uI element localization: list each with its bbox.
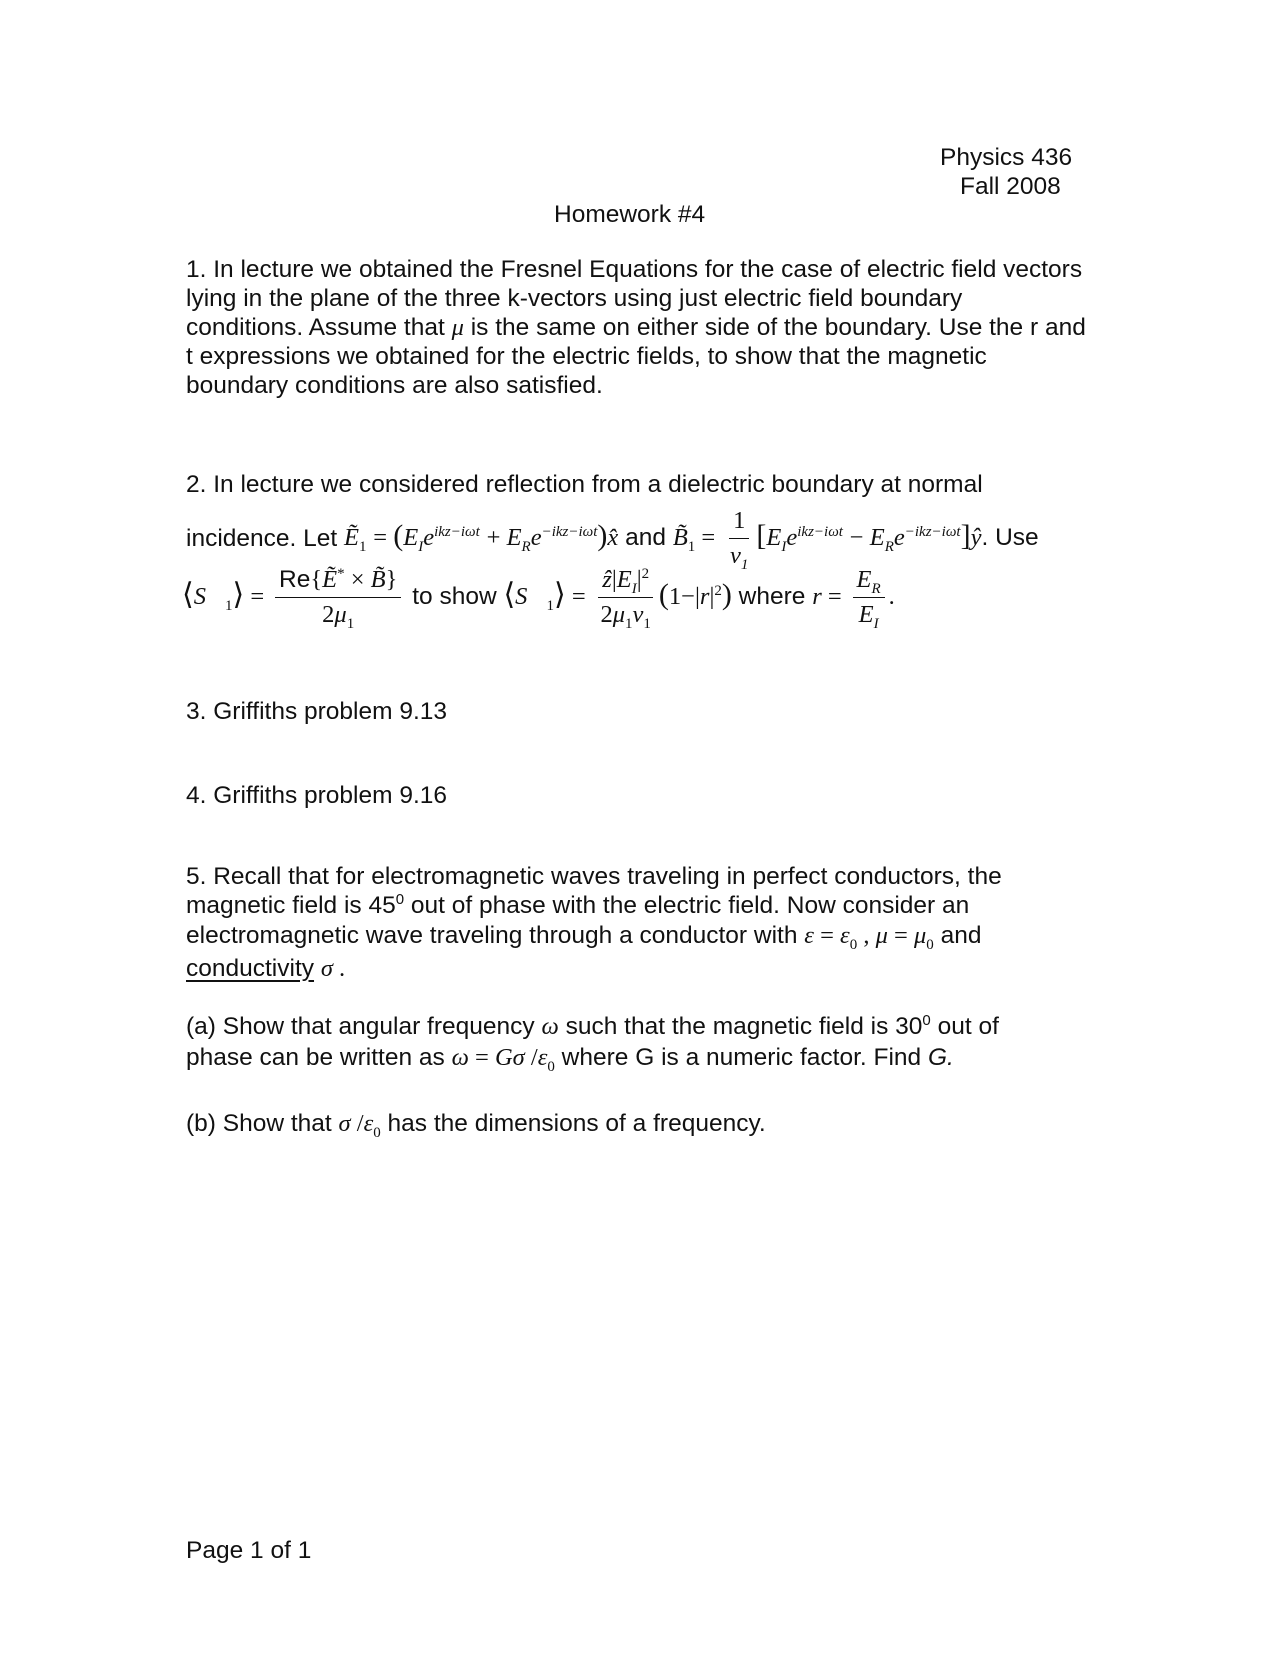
mu-symbol: μ [451, 314, 464, 341]
problem-5a-line1: (a) Show that angular frequency ω such that the magnetic field is $30^0$ out of [186, 1011, 999, 1040]
conductivity-text: conductivity [186, 955, 315, 982]
problem-5-line2: magnetic field is $45^0$ out of phase with the electric field. Now consider an [186, 890, 970, 919]
problem-1 [186, 255, 1086, 400]
page-number: Page 1 of 1 [186, 1537, 312, 1564]
problem-1-tail: is the same on either side of the boundary. Use the r and t expressions we obtained for the electric fields, to show that the magnetic boundary conditions are also satisfied. [186, 314, 1086, 399]
problem-5-line1: 5. Recall that for electromagnetic waves traveling in perfect conductors, the [186, 863, 1002, 890]
term-label: Fall 2008 [960, 173, 1061, 200]
use-text: . Use [981, 523, 1039, 551]
problem-1-lead: 1. In lecture we obtained the Fresnel Equations for the case of electric field vectors lying in the plane of the three k-vectors using just electric field boundary conditions. Assume that [186, 256, 1083, 341]
problem-5a-line2: phase can be written as ω = Gσ $/\varepsilon_0$ where G is a numeric factor. Find G. [186, 1044, 954, 1075]
course-label: Physics 436 [940, 144, 1073, 171]
problem-3: 3. Griffiths problem 9.13 [186, 698, 448, 725]
problem-2-line1: 2. In lecture we considered reflection from a dielectric boundary at normal [186, 471, 983, 498]
problem-5-line4: conductivity σ . [186, 955, 346, 982]
page-title: Homework #4 [554, 201, 706, 228]
problem-5-line3: electromagnetic wave traveling through a conductor with $\varepsilon = \varepsilon_0$ , $\mu = \mu_0$ and [186, 922, 982, 953]
problem-5b: (b) Show that σ $/\varepsilon_0$ has the dimensions of a frequency. [186, 1110, 766, 1141]
incidence-let-text: incidence. Let [186, 525, 338, 552]
where-text: where [738, 582, 806, 610]
and-text: and [625, 523, 666, 551]
problem-2-poynting-equation: $⟨S⃗_1⟩$ = $\frac{Re\{Ẽ^* \times B̃\}}{2\mu_1}$ to show $⟨S⃗_1⟩$ = $\frac{ẑ|E_I|^2}{2\mu_1v_1}$ $(1-|r|^2)$ where r = $\frac{E_R}{E_I}$ . [182, 565, 895, 632]
problem-4: 4. Griffiths problem 9.16 [186, 782, 448, 809]
problem-2-fields-equation: incidence. Let Ẽ$_1$ = ($E_Ie^{ikz-i\omega t}$ + $E_Re^{-ikz-i\omega t})x̂$ and $B̃_1$ = $\frac{1}{v_1}$ [$E_Ie^{ikz-i\omega t}$ − $E_Re^{-ikz-i\omega t}]ŷ$. Use [186, 507, 1039, 573]
re-text: Re [279, 566, 311, 593]
to-show-text: to show [412, 582, 497, 610]
